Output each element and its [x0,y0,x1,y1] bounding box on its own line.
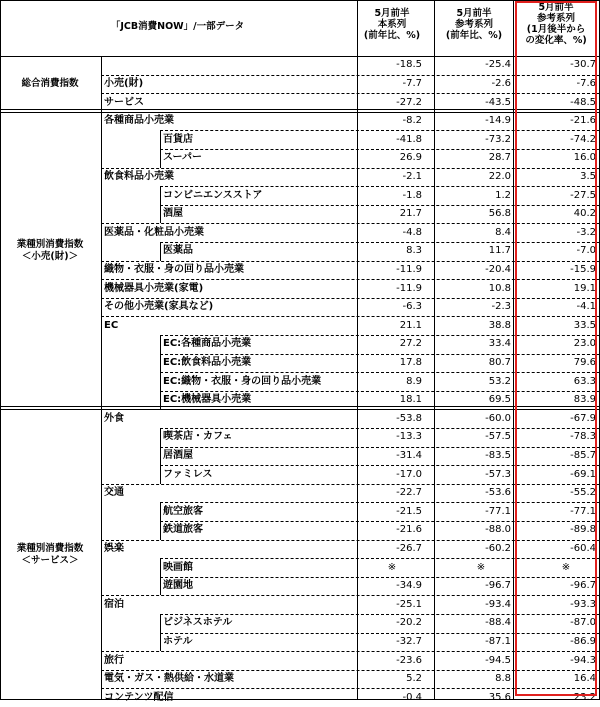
row-label: 娯楽 [104,542,124,554]
value-cell: -2.1 [402,170,422,182]
value-cell: -83.5 [485,449,511,461]
row-label: 鉄道旅客 [163,524,203,536]
value-cell: -7.6 [576,77,596,89]
sub-row-indent-line [160,502,161,521]
value-cell: -60.4 [570,542,596,554]
value-cell: -21.6 [570,115,596,127]
row-label: EC:各種商品小売業 [163,338,252,350]
value-cell: -77.1 [485,505,511,517]
value-cell: -48.5 [570,96,596,108]
header-col-actual: 5月前半 本系列 (前年比、%) [363,8,421,41]
value-cell: 28.7 [488,152,511,164]
value-cell: -85.7 [570,449,596,461]
row-label: 航空旅客 [163,505,203,517]
row-label: 機械器具小売業(家電) [104,282,204,294]
value-cell: -25.4 [485,59,511,71]
value-cell: -53.6 [485,487,511,499]
value-cell: -8.2 [402,115,422,127]
value-cell: 40.2 [573,208,596,220]
sub-row-indent-line [160,614,161,633]
sub-row-indent-line [160,521,161,540]
value-cell: -27.2 [396,96,422,108]
value-cell: ※ [561,561,571,573]
sub-row-indent-line [160,372,161,391]
value-cell: -77.1 [570,505,596,517]
value-cell: -93.3 [570,598,596,610]
value-cell: -14.9 [485,115,511,127]
table-left-border [0,0,1,700]
sub-row-indent-line [160,242,161,261]
row-label: コンビニエンスストア [163,189,263,201]
value-cell: 53.2 [488,375,511,387]
row-label: 酒屋 [163,208,183,220]
value-cell: -94.3 [570,654,596,666]
sub-row-indent-line [160,354,161,373]
value-cell: -21.6 [396,524,422,536]
row-label: 織物・衣服・身の回り品小売業 [104,263,244,275]
row-label: 外食 [104,412,124,424]
value-cell: ※ [476,561,486,573]
value-cell: -60.2 [485,542,511,554]
value-cell: -55.2 [570,487,596,499]
value-cell: 56.8 [488,208,511,220]
row-label: サービス [104,96,144,108]
value-cell: 21.7 [399,208,422,220]
row-label: 交通 [104,487,124,499]
value-cell: -20.4 [485,263,511,275]
value-cell: -7.0 [576,245,596,257]
value-cell: 23.2 [573,691,596,703]
sub-row-indent-line [160,205,161,224]
highlight-frame [515,1,597,696]
header-col-change: 5月前半 参考系列 (1月後半から の変化率、%) [525,2,587,46]
value-cell: -43.5 [485,96,511,108]
value-cell: -86.9 [570,635,596,647]
value-cell: 5.2 [406,673,422,685]
value-cell: -3.2 [576,226,596,238]
value-cell: -94.5 [485,654,511,666]
value-cell: -53.8 [396,412,422,424]
value-cell: -23.6 [396,654,422,666]
group-services: 業種別消費指数 ＜サービス＞ [16,542,84,566]
value-cell: 69.5 [488,394,511,406]
sub-row-indent-line [160,186,161,205]
value-cell: 21.1 [399,319,422,331]
value-cell: 18.1 [399,394,422,406]
row-label: EC:飲食料品小売業 [163,356,252,368]
row-label: 喫茶店・カフェ [163,431,233,443]
value-cell: -17.0 [396,468,422,480]
row-label: 旅行 [104,654,124,666]
sub-row-indent-line [160,149,161,168]
value-cell: -11.9 [396,282,422,294]
value-cell: -21.5 [396,505,422,517]
value-cell: -88.0 [485,524,511,536]
row-label: 飲食料品小売業 [104,170,174,182]
value-cell: 26.9 [399,152,422,164]
row-label: ホテル [163,635,193,647]
value-cell: -87.0 [570,617,596,629]
table-top-border [0,0,600,1]
value-cell: -1.8 [402,189,422,201]
row-label: スーパー [163,152,202,164]
value-cell: 63.3 [573,375,596,387]
value-cell: 80.7 [488,356,511,368]
header-col-reference: 5月前半 参考系列 (前年比、%) [445,8,503,41]
sub-row-indent-line [160,577,161,596]
row-label: 各種商品小売業 [104,115,174,127]
value-cell: -22.7 [396,487,422,499]
value-cell: 11.7 [488,245,511,257]
sub-row-indent-line [160,335,161,354]
row-label: 居酒屋 [163,449,193,461]
value-cell: -87.1 [485,635,511,647]
group-total-index: 総合消費指数 [21,77,79,89]
value-cell: -57.3 [485,468,511,480]
value-cell: 23.0 [573,338,596,350]
value-cell: -13.3 [396,431,422,443]
value-cell: -7.7 [402,77,422,89]
row-label: 映画館 [163,561,193,573]
value-cell: 16.4 [573,673,596,685]
row-label: 百貨店 [163,133,193,145]
value-cell: -60.0 [485,412,511,424]
row-label: 医薬品・化粧品小売業 [104,226,204,238]
value-cell: 33.5 [573,319,596,331]
value-cell: 27.2 [399,338,422,350]
value-cell: 8.3 [406,245,422,257]
value-cell: -31.4 [396,449,422,461]
value-cell: -4.8 [402,226,422,238]
value-cell: -41.8 [396,133,422,145]
value-cell: 22.0 [488,170,511,182]
value-cell: -2.6 [491,77,511,89]
value-cell: -0.4 [402,691,422,703]
group-retail-goods: 業種別消費指数 ＜小売(財)＞ [16,239,84,262]
row-label: 電気・ガス・熱供給・水道業 [104,673,234,685]
value-cell: -57.5 [485,431,511,443]
value-cell: -11.9 [396,263,422,275]
value-cell: 35.6 [488,691,511,703]
row-label: ファミレス [163,468,213,480]
value-cell: -6.3 [402,301,422,313]
value-cell: -15.9 [570,263,596,275]
label-column-divider [101,56,102,700]
value-cell: -25.1 [396,598,422,610]
value-cell: 10.8 [488,282,511,294]
sub-row-indent-line [160,428,161,447]
sub-row-indent-line [160,391,161,410]
value-cell: -93.4 [485,598,511,610]
row-label: 遊園地 [163,580,193,592]
value-cell: -74.2 [570,133,596,145]
value-cell: 16.0 [573,152,596,164]
row-label: ビジネスホテル [163,617,233,629]
value-cell: -18.5 [396,59,422,71]
value-cell: -96.7 [570,580,596,592]
value-cell: -73.2 [485,133,511,145]
sub-row-indent-line [160,130,161,149]
value-cell: 38.8 [488,319,511,331]
value-cell: -30.7 [570,59,596,71]
value-cell: 33.4 [488,338,511,350]
value-cell: 19.1 [573,282,596,294]
value-cell: 79.6 [573,356,596,368]
row-label: 宿泊 [104,598,124,610]
row-label: 小売(財) [104,77,144,89]
sub-row-indent-line [160,633,161,652]
value-cell: -34.9 [396,580,422,592]
sub-row-indent-line [160,558,161,577]
row-label: EC:織物・衣服・身の回り品小売業 [163,375,322,387]
value-cell: -78.3 [570,431,596,443]
row-label: その他小売業(家具など) [104,301,214,313]
value-cell: 8.8 [495,673,511,685]
value-cell: 83.9 [573,394,596,406]
value-cell: -88.4 [485,617,511,629]
value-cell: -2.3 [491,301,511,313]
value-cell: 1.2 [495,189,511,201]
value-cell: -4.1 [576,301,596,313]
row-label: EC:機械器具小売業 [163,394,252,406]
row-label: コンテンツ配信 [104,691,174,703]
value-cell: 8.4 [495,226,511,238]
header-title: 「JCB消費NOW」/一部データ [110,21,245,32]
value-cell: -26.7 [396,542,422,554]
value-cell: 3.5 [580,170,596,182]
value-cell: -89.8 [570,524,596,536]
value-cell: -69.1 [570,468,596,480]
value-cell: -67.9 [570,412,596,424]
value-cell: -32.7 [396,635,422,647]
value-cell: -20.2 [396,617,422,629]
row-label: 医薬品 [163,245,193,257]
sub-row-indent-line [160,465,161,484]
row-label: EC [104,319,119,331]
value-cell: -27.5 [570,189,596,201]
value-cell: 17.8 [399,356,422,368]
value-cell: ※ [387,561,397,573]
sub-row-indent-line [160,447,161,466]
value-cell: 8.9 [406,375,422,387]
value-cell: -96.7 [485,580,511,592]
